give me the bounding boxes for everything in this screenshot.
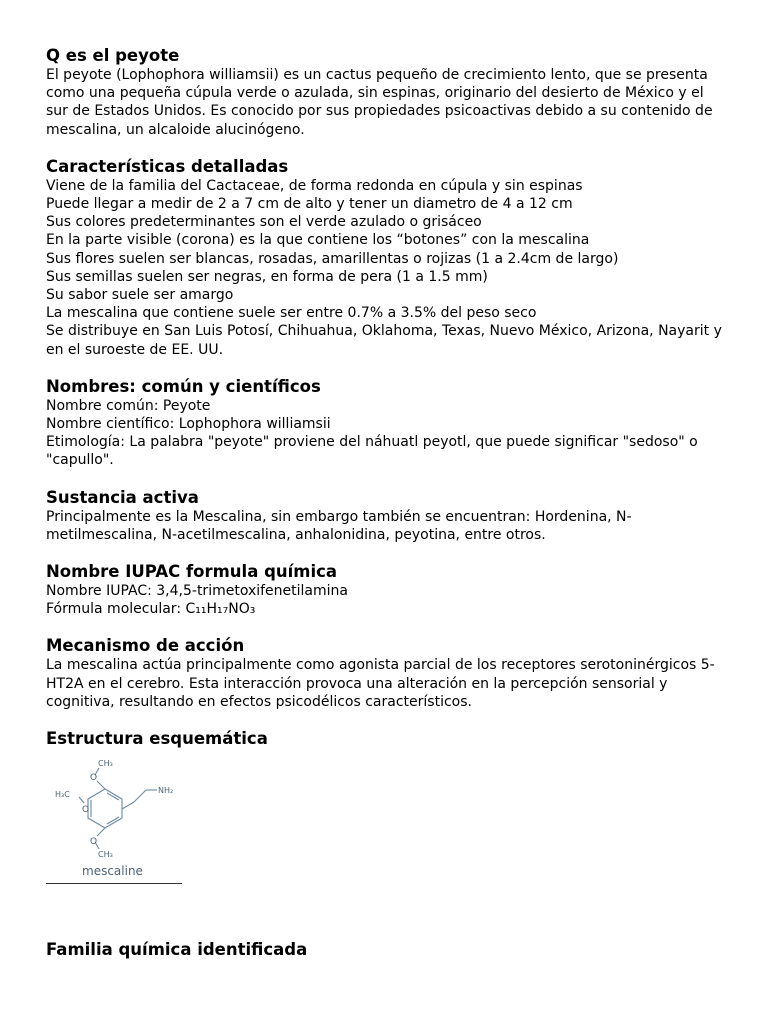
label-ch3-top: CH₃ <box>98 759 113 769</box>
characteristic-line: Su sabor suele ser amargo <box>46 287 234 304</box>
section-heading: Q es el peyote <box>46 46 180 65</box>
name-line: Nombre científico: Lophophora williamsii <box>46 416 331 433</box>
figure-caption: mescaline <box>82 864 143 879</box>
iupac-line: Fórmula molecular: C₁₁H₁₇NO₃ <box>46 601 256 618</box>
mescaline-structure-diagram <box>46 751 182 883</box>
characteristic-line: Sus flores suelen ser blancas, rosadas, amarillentas o rojizas (1 a 2.4cm de largo) <box>46 250 619 267</box>
bond-o-top <box>97 781 105 789</box>
section-heading: Sustancia activa <box>46 487 199 507</box>
characteristic-line: Sus semillas suelen ser negras, en forma de pera (1 a 1.5 mm) <box>46 268 488 285</box>
name-line: Nombre común: Peyote <box>46 397 211 414</box>
bond-o-bottom <box>97 828 105 836</box>
section-sustancia-activa <box>46 488 726 544</box>
label-nh2: NH₂ <box>158 786 174 796</box>
benzene-ring <box>88 789 122 828</box>
section-heading: Nombre IUPAC formula química <box>46 562 338 582</box>
chain-bond <box>122 802 134 809</box>
section-heading-familia-quimica: Familia química identificada <box>46 940 308 959</box>
characteristic-line: Puede llegar a medir de 2 a 7 cm de alto y tener un diametro de 4 a 12 cm <box>46 196 573 213</box>
section-heading: Nombres: común y científicos <box>46 376 321 396</box>
chain-bond <box>134 790 146 802</box>
label-h3c-left: H₃C <box>55 790 70 800</box>
name-line: Etimología: La palabra "peyote" proviene del náhuatl peyotl, que puede significar "sedoso" o "capullo". <box>46 434 698 469</box>
section-paragraph: El peyote (Lophophora williamsii) es un cactus pequeño de crecimiento lento, que se presenta como una pequeña cúpula verde o azulada, sin espinas, originario del desierto de México y el sur de Estados Unidos. Es conocido por sus propiedades psicoactivas debido a su contenido de mescalina, un alcaloide alucinógeno. <box>46 67 713 138</box>
section-caracteristicas <box>46 157 726 359</box>
characteristic-line: Sus colores predeterminantes son el verde azulado o grisáceo <box>46 214 482 231</box>
section-mecanismo <box>46 636 726 711</box>
bond-h3c-left <box>79 797 84 803</box>
section-heading: Estructura esquemática <box>46 729 268 749</box>
label-o-left: O <box>82 805 90 816</box>
section-heading: Mecanismo de acción <box>46 636 245 656</box>
characteristic-line: Se distribuye en San Luis Potosí, Chihuahua, Oklahoma, Texas, Nuevo México, Arizona, Nayarit y en el suroeste de EE. UU. <box>46 323 722 358</box>
label-o-bottom: O <box>90 837 98 848</box>
section-heading: Características detalladas <box>46 156 289 176</box>
characteristic-line: En la parte visible (corona) es la que contiene los “botones” con la mescalina <box>46 232 590 249</box>
section-que-es-el-peyote <box>46 46 726 139</box>
characteristic-line: Viene de la familia del Cactaceae, de forma redonda en cúpula y sin espinas <box>46 177 583 194</box>
section-paragraph: Principalmente es la Mescalina, sin embargo también se encuentran: Hordenina, N-metilmescalina, N-acetilmescalina, anhalonidina, peyotina, entre otros. <box>46 508 632 543</box>
section-paragraph: La mescalina actúa principalmente como agonista parcial de los receptores serotoninérgicos 5-HT2A en el cerebro. Esta interacción provoca una alteración en la percepción sensorial y cognitiva, resultando en efectos psicodélicos característicos. <box>46 657 715 710</box>
mescaline-structure-figure <box>46 751 182 884</box>
characteristic-line: La mescalina que contiene suele ser entre 0.7% a 3.5% del peso seco <box>46 305 537 322</box>
label-o-top: O <box>90 773 98 784</box>
section-estructura <box>46 729 726 884</box>
iupac-line: Nombre IUPAC: 3,4,5-trimetoxifenetilamina <box>46 583 348 600</box>
section-nombres <box>46 377 726 470</box>
section-iupac <box>46 562 726 618</box>
label-ch3-bottom: CH₃ <box>98 850 113 860</box>
